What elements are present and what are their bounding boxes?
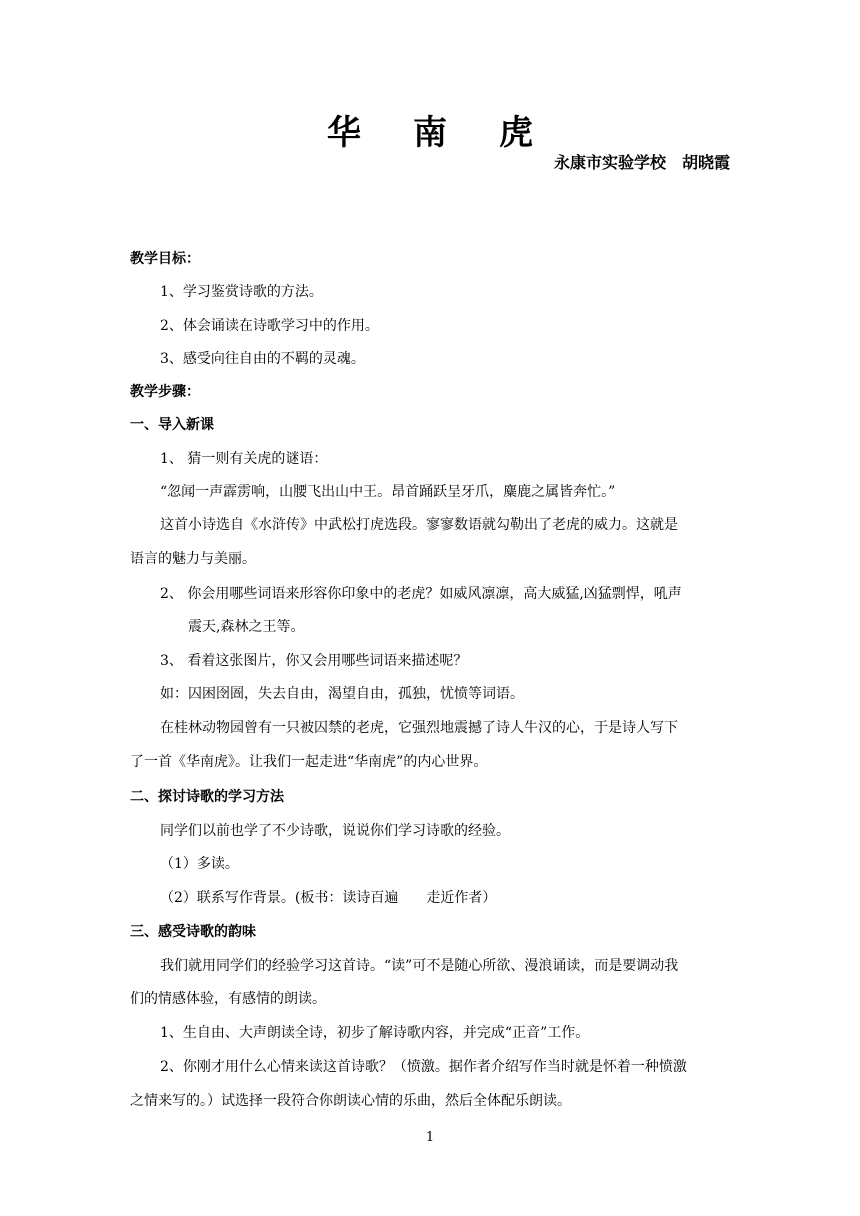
paragraph-line: 3、 看着这张图片，你又会用哪些词语来描述呢？ [160, 653, 468, 669]
section-heading: 二、探讨诗歌的学习方法 [130, 789, 284, 805]
section-heading: 三、感受诗歌的韵味 [130, 924, 256, 940]
goals-heading: 教学目标： [130, 251, 200, 267]
paragraph-line: 这首小诗选自《水浒传》中武松打虎选段。寥寥数语就勾勒出了老虎的威力。这就是 [160, 517, 678, 533]
title-char: 华 [327, 113, 361, 153]
title-char: 虎 [499, 113, 533, 153]
author-line: 永康市实验学校 胡晓霞 [553, 153, 730, 172]
goal-item: 3、感受向往自由的不羁的灵魂。 [160, 351, 365, 367]
paragraph-line: （1）多读。 [160, 856, 239, 872]
paragraph-line: 1、 猜一则有关虎的谜语： [160, 451, 328, 467]
paragraph-line: 们的情感体验，有感情的朗读。 [130, 991, 326, 1007]
goal-item: 1、学习鉴赏诗歌的方法。 [160, 284, 323, 300]
page-number: 1 [425, 1130, 435, 1145]
paragraph-line: 2、 你会用哪些词语来形容你印象中的老虎？如威风凛凛，高大威猛,凶猛剽悍，吼声 [160, 586, 682, 602]
goal-item: 2、体会诵读在诗歌学习中的作用。 [160, 318, 379, 334]
paragraph-line: 之情来写的。）试选择一段符合你朗读心情的乐曲，然后全体配乐朗读。 [130, 1093, 571, 1109]
section-heading: 一、导入新课 [130, 417, 214, 433]
title-char: 南 [413, 113, 447, 153]
paragraph-line: 同学们以前也学了不少诗歌，说说你们学习诗歌的经验。 [160, 823, 510, 839]
paragraph-line: 1、生自由、大声朗读全诗，初步了解诗歌内容，并完成“正音”工作。 [160, 1025, 590, 1041]
document-title [0, 105, 860, 154]
paragraph-line: 如：囚困囹圄，失去自由，渴望自由，孤独，忧愤等词语。 [160, 686, 524, 702]
paragraph-line: （2）联系写作背景。(板书：读诗百遍 走近作者） [160, 890, 497, 906]
paragraph-line: 我们就用同学们的经验学习这首诗。“读”可不是随心所欲、漫浪诵读，而是要调动我 [160, 958, 679, 974]
paragraph-line: “忽闻一声霹雳响，山腰飞出山中王。昂首踊跃呈牙爪，麋鹿之属皆奔忙。” [160, 484, 616, 500]
paragraph-line: 2、你刚才用什么心情来读这首诗歌？（愤激。据作者介绍写作当时就是怀着一种愤激 [160, 1059, 687, 1075]
paragraph-line: 在桂林动物园曾有一只被囚禁的老虎，它强烈地震撼了诗人牛汉的心，于是诗人写下 [160, 720, 678, 736]
paragraph-line: 了一首《华南虎》。让我们一起走进“华南虎”的内心世界。 [130, 754, 488, 770]
steps-heading: 教学步骤： [130, 384, 200, 400]
paragraph-line: 震天,森林之王等。 [188, 619, 305, 635]
paragraph-line: 语言的魅力与美丽。 [130, 551, 256, 567]
